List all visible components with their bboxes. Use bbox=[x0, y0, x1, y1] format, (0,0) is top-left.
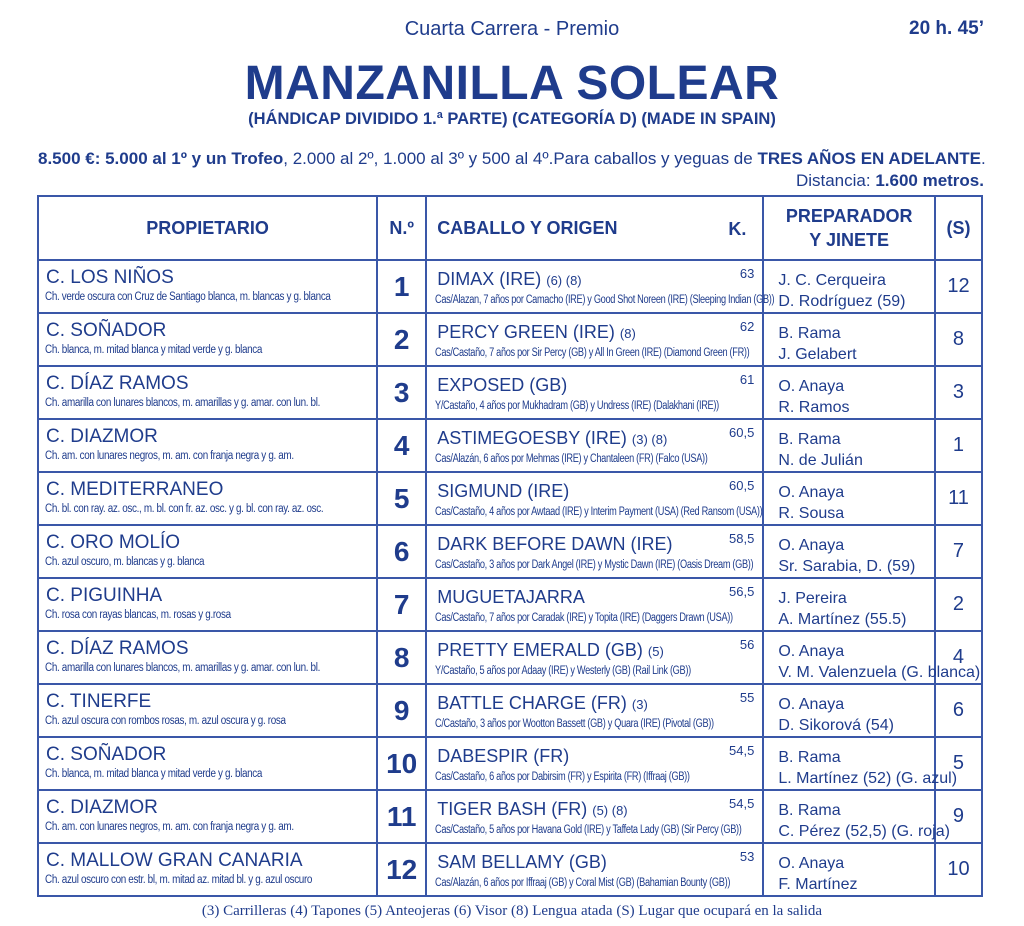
owner-name: C. ORO MOLÍO bbox=[46, 532, 181, 553]
jockey: F. Martínez bbox=[778, 876, 858, 893]
header-preparador-line2: Y JINETE bbox=[809, 230, 889, 250]
horse-cell bbox=[426, 472, 763, 525]
trainer: J. Pereira bbox=[778, 590, 847, 607]
table-row bbox=[38, 419, 982, 472]
owner-colors: Ch. azul oscura con rombos rosas, m. azul oscura y g. rosa bbox=[45, 715, 286, 727]
owner-cell bbox=[38, 790, 377, 843]
runner-number: 3 bbox=[377, 366, 426, 419]
runner-number: 6 bbox=[377, 525, 426, 578]
runner-number: 1 bbox=[377, 260, 426, 313]
horse-equipment: (5) bbox=[647, 644, 664, 659]
horse-origin: Y/Castaño, 5 años por Adaay (IRE) y Westerly (GB) (Rail Link (GB)) bbox=[435, 665, 692, 677]
trainer-jockey-cell bbox=[763, 472, 935, 525]
header-preparador bbox=[763, 196, 935, 260]
horse-name-line bbox=[427, 261, 762, 292]
horse-origin: Cas/Castaño, 4 años por Awtaad (IRE) y Interim Payment (USA) (Red Ransom (USA)) bbox=[435, 506, 763, 518]
table-row bbox=[38, 684, 982, 737]
horse-equipment: (6) (8) bbox=[546, 273, 582, 288]
header-k: K. bbox=[728, 219, 747, 239]
horse-name: TIGER BASH (FR) bbox=[437, 799, 588, 819]
header-caballo-label: CABALLO Y ORIGEN bbox=[437, 218, 618, 238]
horse-name: SIGMUND (IRE) bbox=[437, 481, 570, 501]
draw-position: 12 bbox=[935, 260, 982, 313]
draw-position: 4 bbox=[935, 631, 982, 684]
owner-colors: Ch. verde oscura con Cruz de Santiago blanca, m. blancas y g. blanca bbox=[45, 291, 331, 303]
owner-name: C. MALLOW GRAN CANARIA bbox=[46, 850, 303, 871]
trainer: O. Anaya bbox=[778, 484, 845, 501]
horse-cell bbox=[426, 843, 763, 896]
trainer-jockey-cell bbox=[763, 843, 935, 896]
draw-position: 9 bbox=[935, 790, 982, 843]
horse-weight: 56,5 bbox=[729, 584, 755, 599]
table-header-row bbox=[38, 196, 982, 260]
table-row bbox=[38, 843, 982, 896]
horse-name-line bbox=[427, 579, 762, 610]
trainer: O. Anaya bbox=[778, 537, 845, 554]
horse-cell bbox=[426, 525, 763, 578]
runner-number: 4 bbox=[377, 419, 426, 472]
owner-colors: Ch. am. con lunares negros, m. am. con franja negra y g. am. bbox=[45, 821, 294, 833]
jockey: D. Sikorová (54) bbox=[778, 717, 894, 734]
horse-weight: 56 bbox=[739, 637, 755, 652]
table-row bbox=[38, 525, 982, 578]
runner-number: 7 bbox=[377, 578, 426, 631]
trainer-jockey-cell bbox=[763, 260, 935, 313]
horse-origin: Cas/Castaño, 7 años por Caradak (IRE) y Topita (IRE) (Daggers Drawn (USA)) bbox=[435, 612, 733, 624]
horse-origin: Cas/Alazan, 7 años por Camacho (IRE) y Good Shot Noreen (IRE) (Sleeping Indian (GB)) bbox=[435, 294, 775, 306]
horse-weight: 61 bbox=[739, 372, 755, 387]
race-distance bbox=[796, 171, 984, 191]
prize-rest: , 2.000 al 2º, 1.000 al 3º y 500 al 4º.Para caballos y yeguas de bbox=[283, 149, 758, 168]
jockey: Sr. Sarabia, D. (59) bbox=[778, 558, 916, 575]
runner-number: 11 bbox=[377, 790, 426, 843]
draw-position: 8 bbox=[935, 313, 982, 366]
conditions-end: . bbox=[981, 149, 986, 168]
horse-name-line bbox=[427, 314, 762, 345]
horse-weight: 55 bbox=[739, 690, 755, 705]
trainer-jockey-cell bbox=[763, 578, 935, 631]
horse-origin: Cas/Castaño, 6 años por Dabirsim (FR) y Espirita (FR) (Iffraaj (GB)) bbox=[435, 771, 690, 783]
horse-name-line bbox=[427, 738, 762, 769]
trainer-jockey-cell bbox=[763, 419, 935, 472]
trainer-jockey-cell bbox=[763, 684, 935, 737]
draw-position: 2 bbox=[935, 578, 982, 631]
table-row bbox=[38, 631, 982, 684]
horse-name-line bbox=[427, 791, 762, 822]
horse-equipment: (3) bbox=[631, 697, 648, 712]
owner-name: C. MEDITERRANEO bbox=[46, 479, 224, 500]
owner-name: C. PIGUINHA bbox=[46, 585, 163, 606]
table-row bbox=[38, 313, 982, 366]
jockey: L. Martínez (52) (G. azul) bbox=[778, 770, 958, 787]
horse-name-line bbox=[427, 685, 762, 716]
trainer: O. Anaya bbox=[778, 643, 845, 660]
horse-cell bbox=[426, 313, 763, 366]
owner-cell bbox=[38, 631, 377, 684]
horse-cell bbox=[426, 260, 775, 313]
race-label: Cuarta Carrera - Premio bbox=[404, 18, 620, 40]
draw-position: 11 bbox=[935, 472, 982, 525]
horse-name-line bbox=[427, 632, 762, 663]
header-propietario: PROPIETARIO bbox=[38, 196, 377, 260]
owner-name: C. TINERFE bbox=[46, 691, 152, 712]
trainer-jockey-cell bbox=[763, 737, 958, 790]
horse-cell bbox=[426, 737, 763, 790]
horse-name-line bbox=[427, 420, 762, 451]
horse-cell bbox=[426, 790, 763, 843]
owner-name: C. DÍAZ RAMOS bbox=[46, 638, 189, 659]
runners-table bbox=[37, 195, 983, 897]
trainer-jockey-cell bbox=[763, 366, 935, 419]
owner-cell bbox=[38, 313, 377, 366]
owner-cell bbox=[38, 260, 377, 313]
horse-name: ASTIMEGOESBY (IRE) bbox=[437, 428, 627, 448]
horse-weight: 60,5 bbox=[729, 425, 755, 440]
owner-colors: Ch. azul oscuro, m. blancas y g. blanca bbox=[45, 556, 205, 568]
distance-label: Distancia: bbox=[795, 171, 876, 190]
trainer-jockey-cell bbox=[763, 631, 981, 684]
trainer-jockey-cell bbox=[763, 313, 935, 366]
owner-cell bbox=[38, 737, 377, 790]
horse-name-line bbox=[427, 473, 762, 504]
header-caballo bbox=[426, 196, 763, 260]
owner-name: C. SOÑADOR bbox=[46, 320, 167, 341]
trainer-jockey-cell bbox=[763, 790, 950, 843]
trainer: B. Rama bbox=[778, 802, 841, 819]
horse-origin: Cas/Castaño, 5 años por Havana Gold (IRE) y Taffeta Lady (GB) (Sir Percy (GB)) bbox=[435, 824, 742, 836]
horse-origin: Y/Castaño, 4 años por Mukhadram (GB) y Undress (IRE) (Dalakhani (IRE)) bbox=[435, 400, 720, 412]
owner-cell bbox=[38, 419, 377, 472]
age-bold: TRES AÑOS EN ADELANTE bbox=[757, 149, 981, 168]
race-subtitle: (HÁNDICAP DIVIDIDO 1.ª PARTE) (CATEGORÍA D) (MADE IN SPAIN) bbox=[248, 110, 776, 128]
horse-name: MUGUETAJARRA bbox=[437, 587, 585, 607]
trainer: J. C. Cerqueira bbox=[778, 272, 886, 289]
owner-colors: Ch. blanca, m. mitad blanca y mitad verde y g. blanca bbox=[45, 768, 263, 780]
distance-value: 1.600 metros. bbox=[875, 171, 984, 190]
horse-name: SAM BELLAMY (GB) bbox=[437, 852, 607, 872]
jockey: J. Gelabert bbox=[778, 346, 857, 363]
runner-number: 9 bbox=[377, 684, 426, 737]
horse-name-line bbox=[427, 367, 762, 398]
horse-weight: 54,5 bbox=[729, 796, 755, 811]
owner-cell bbox=[38, 684, 377, 737]
jockey: D. Rodríguez (59) bbox=[778, 293, 906, 310]
horse-cell bbox=[426, 684, 763, 737]
trainer: B. Rama bbox=[778, 749, 841, 766]
trainer: O. Anaya bbox=[778, 696, 845, 713]
trainer: O. Anaya bbox=[778, 378, 845, 395]
draw-position: 7 bbox=[935, 525, 982, 578]
owner-cell bbox=[38, 525, 377, 578]
horse-cell bbox=[426, 578, 763, 631]
runner-number: 10 bbox=[377, 737, 426, 790]
jockey: R. Sousa bbox=[778, 505, 845, 522]
owner-name: C. SOÑADOR bbox=[46, 744, 167, 765]
table-row bbox=[38, 737, 982, 790]
runner-body bbox=[38, 260, 982, 896]
horse-weight: 58,5 bbox=[729, 531, 755, 546]
draw-position: 6 bbox=[935, 684, 982, 737]
horse-name-line bbox=[427, 526, 762, 557]
horse-weight: 60,5 bbox=[729, 478, 755, 493]
legend: (3) Carrilleras (4) Tapones (5) Anteojeras (6) Visor (8) Lengua atada (S) Lugar que ocupará en la salida bbox=[201, 903, 823, 919]
horse-name: EXPOSED (GB) bbox=[437, 375, 568, 395]
runner-number: 2 bbox=[377, 313, 426, 366]
jockey: V. M. Valenzuela (G. blanca) bbox=[778, 664, 981, 681]
horse-origin: C/Castaño, 3 años por Wootton Bassett (GB) y Quara (IRE) (Pivotal (GB)) bbox=[435, 718, 714, 730]
header-preparador-line1: PREPARADOR bbox=[785, 206, 913, 226]
header-numero: N.º bbox=[377, 196, 426, 260]
owner-colors: Ch. am. con lunares negros, m. am. con franja negra y g. am. bbox=[45, 450, 294, 462]
owner-name: C. DIAZMOR bbox=[46, 797, 158, 818]
draw-position: 5 bbox=[935, 737, 982, 790]
owner-name: C. DÍAZ RAMOS bbox=[46, 373, 189, 394]
draw-position: 10 bbox=[935, 843, 982, 896]
horse-equipment: (5) (8) bbox=[592, 803, 628, 818]
horse-weight: 62 bbox=[739, 319, 755, 334]
horse-cell bbox=[426, 419, 763, 472]
runner-number: 12 bbox=[377, 843, 426, 896]
owner-cell bbox=[38, 472, 377, 525]
horse-origin: Cas/Alazán, 6 años por Mehmas (IRE) y Chantaleen (FR) (Falco (USA)) bbox=[435, 453, 708, 465]
jockey: R. Ramos bbox=[778, 399, 850, 416]
owner-colors: Ch. blanca, m. mitad blanca y mitad verde y g. blanca bbox=[45, 344, 263, 356]
race-conditions bbox=[38, 146, 988, 171]
owner-cell bbox=[38, 843, 377, 896]
trainer: B. Rama bbox=[778, 325, 841, 342]
horse-name: BATTLE CHARGE (FR) bbox=[437, 693, 627, 713]
trainer: B. Rama bbox=[778, 431, 841, 448]
table-row bbox=[38, 260, 982, 313]
jockey: A. Martínez (55.5) bbox=[778, 611, 907, 628]
table-row bbox=[38, 578, 982, 631]
draw-position: 3 bbox=[935, 366, 982, 419]
race-title: MANZANILLA SOLEAR bbox=[244, 57, 780, 110]
horse-cell bbox=[426, 366, 763, 419]
race-header bbox=[0, 18, 1024, 42]
owner-name: C. LOS NIÑOS bbox=[46, 267, 174, 288]
race-time: 20 h. 45’ bbox=[909, 18, 984, 39]
prize-bold: 8.500 €: 5.000 al 1º y un Trofeo bbox=[38, 149, 284, 168]
horse-name: PRETTY EMERALD (GB) bbox=[437, 640, 643, 660]
horse-equipment: (3) (8) bbox=[631, 432, 668, 447]
horse-weight: 53 bbox=[739, 849, 755, 864]
horse-weight: 63 bbox=[739, 266, 755, 281]
owner-colors: Ch. amarilla con lunares blancos, m. amarillas y g. amar. con lun. bl. bbox=[45, 662, 320, 674]
horse-name: DIMAX (IRE) bbox=[437, 269, 542, 289]
owner-colors: Ch. amarilla con lunares blancos, m. amarillas y g. amar. con lun. bl. bbox=[45, 397, 320, 409]
table-row bbox=[38, 472, 982, 525]
owner-colors: Ch. azul oscuro con estr. bl, m. mitad az. mitad bl. y g. azul oscuro bbox=[45, 874, 313, 886]
horse-origin: Cas/Castaño, 3 años por Dark Angel (IRE) y Mystic Dawn (IRE) (Oasis Dream (GB)) bbox=[435, 559, 754, 571]
horse-name: DABESPIR (FR) bbox=[437, 746, 570, 766]
trainer-jockey-cell bbox=[763, 525, 935, 578]
header-salida: (S) bbox=[935, 196, 982, 260]
trainer: O. Anaya bbox=[778, 855, 845, 872]
draw-position: 1 bbox=[935, 419, 982, 472]
owner-name: C. DIAZMOR bbox=[46, 426, 158, 447]
table-row bbox=[38, 790, 982, 843]
horse-name: PERCY GREEN (IRE) bbox=[437, 322, 615, 342]
owner-colors: Ch. rosa con rayas blancas, m. rosas y g.rosa bbox=[45, 609, 231, 621]
owner-cell bbox=[38, 578, 377, 631]
owner-colors: Ch. bl. con ray. az. osc., m. bl. con fr. az. osc. y g. bl. con ray. az. osc. bbox=[45, 503, 324, 515]
horse-origin: Cas/Castaño, 7 años por Sir Percy (GB) y All In Green (IRE) (Diamond Green (FR)) bbox=[435, 347, 750, 359]
jockey: C. Pérez (52,5) (G. roja) bbox=[778, 823, 950, 840]
runner-number: 8 bbox=[377, 631, 426, 684]
table-row bbox=[38, 366, 982, 419]
horse-name-line bbox=[427, 844, 762, 875]
horse-cell bbox=[426, 631, 763, 684]
horse-origin: Cas/Alazán, 6 años por Iffraaj (GB) y Coral Mist (GB) (Bahamian Bounty (GB)) bbox=[435, 877, 731, 889]
jockey: N. de Julián bbox=[778, 452, 863, 469]
owner-cell bbox=[38, 366, 377, 419]
runner-number: 5 bbox=[377, 472, 426, 525]
horse-equipment: (8) bbox=[619, 326, 636, 341]
horse-name: DARK BEFORE DAWN (IRE) bbox=[437, 534, 673, 554]
horse-weight: 54,5 bbox=[729, 743, 755, 758]
